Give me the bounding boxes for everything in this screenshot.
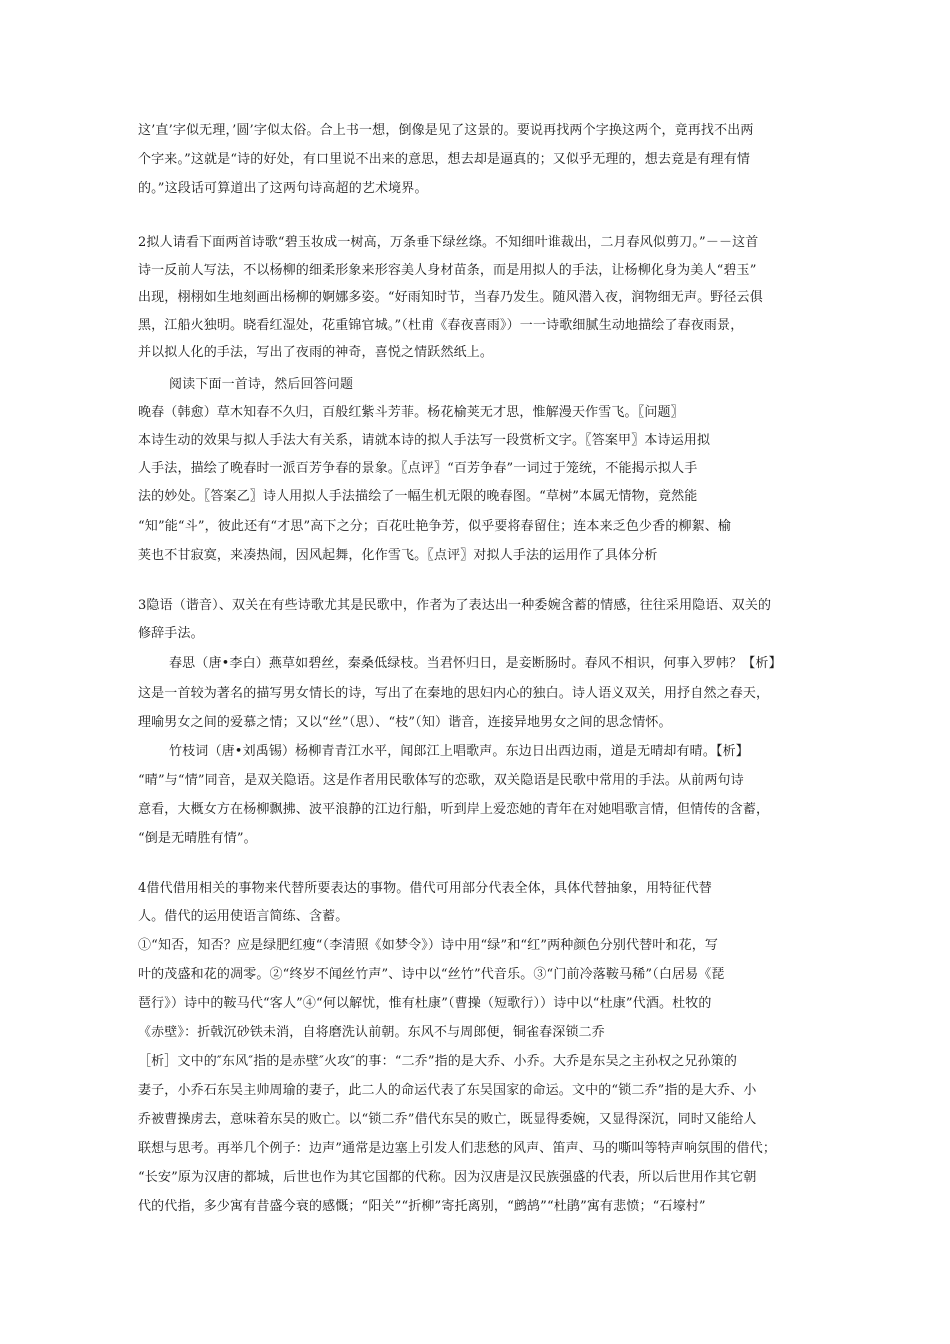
- text-line: 乔被曹操虏去，意味着东吴的败亡。以“锁二乔”借代东吴的败亡，既显得委婉，又显得深沉，同时又能给人: [138, 1112, 757, 1127]
- text-line: 的。”这段话可算道出了这两句诗高超的艺术境界。: [138, 181, 428, 196]
- text-line: 《赤壁》：折戟沉砂铁未消，自将磨洗认前朝。东风不与周郎便，铜雀春深锁二乔: [138, 1025, 605, 1040]
- text-line: 联想与思考。再举几个例子：边声”通常是边塞上引发人们悲愁的风声、笛声、马的嘶叫等特声响氛围的借代；: [138, 1141, 776, 1156]
- text-line: 竹枝词（唐•刘禹锡）杨柳青青江水平，闻郎江上唱歌声。东边日出西边雨，道是无晴却有晴。【析】: [169, 744, 749, 759]
- text-line: 琶行》）诗中的鞍马代“客人”④“何以解忧，惟有杜康”（曹操（短歌行））诗中以“杜康”代酒。杜牧的: [138, 996, 712, 1011]
- section-3-heading: 3隐语（谐音）、双关在有些诗歌尤其是民歌中，作者为了表达出一种委婉含蓄的情感，往往采用隐语、双关的: [138, 598, 772, 613]
- section-4-heading: 4借代借用相关的事物来代替所要表达的事物。借代可用部分代表全体，具体代替抽象，用特征代替: [138, 881, 712, 896]
- text-line: “知”能“斗”，彼此还有“才思”高下之分；百花吐艳争芳，似乎要将春留住；连本来乏色少香的柳絮、榆: [138, 519, 732, 534]
- section-2-heading: 2拟人请看下面两首诗歌“碧玉妆成一树高，万条垂下绿丝绦。不知细叶谁裁出，二月春风似剪刀。”－－这首: [138, 235, 759, 250]
- text-line: 晚春（韩愈）草木知春不久归，百般红紫斗芳菲。杨花榆荚无才思，惟解漫天作雪飞。〖问题〗: [138, 405, 684, 420]
- text-line: 理喻男女之间的爱慕之情；又以“丝”（思）、“枝”（知）谐音，连接异地男女之间的思念情怀。: [138, 715, 672, 730]
- text-line: 并以拟人化的手法，写出了夜雨的神奇，喜悦之情跃然纸上。: [138, 345, 494, 360]
- text-line: 人手法，描绘了晚春时一派百芳争春的景象。〖点评〗“百芳争春”一词过于笼统，不能揭示拟人手: [138, 461, 698, 476]
- text-line: 本诗生动的效果与拟人手法大有关系，请就本诗的拟人手法写一段赏析文字。〖答案甲〗本诗运用拟: [138, 433, 711, 448]
- text-line: 代的代指，多少寓有昔盛今衰的感慨；“阳关”“折柳”寄托离别，“鹧鸪”“杜鹃”寓有悲愤；“石壕村”: [138, 1199, 706, 1214]
- text-line: 修辞手法。: [138, 626, 204, 641]
- text-line: 意看，大概女方在杨柳飘拂、波平浪静的江边行船，听到岸上爱恋她的青年在对她唱歌言情，但情传的含蓄，: [138, 802, 770, 817]
- text-line: 这’直’字似无理，’圆’字似太俗。合上书一想，倒像是见了这景的。要说再找两个字换这两个，竟再找不出两: [138, 123, 754, 138]
- text-line: 诗一反前人写法，不以杨柳的细柔形象来形容美人身材苗条，而是用拟人的手法，让杨柳化身为美人“碧玉”: [138, 263, 757, 278]
- text-line: 叶的茂盛和花的凋零。②“终岁不闻丝竹声”、诗中以“丝竹”代音乐。③“门前冷落鞍马稀”（白居易《琵: [138, 967, 725, 982]
- text-line: “晴”与“情”同音，是双关隐语。这是作者用民歌体写的恋歌，双关隐语是民歌中常用的手法。从前两句诗: [138, 773, 744, 788]
- text-line: 个字来。”这就是“诗的好处，有口里说不出来的意思，想去却是逼真的；又似乎无理的，想去竟是有理有情: [138, 152, 750, 167]
- text-line: “倒是无晴胜有情”。: [138, 831, 257, 846]
- text-line: 人。借代的运用使语言简练、含蓄。: [138, 909, 349, 924]
- text-line: “长安”原为汉唐的都城，后世也作为其它国都的代称。因为汉唐是汉民族强盛的代表，所以后世用作其它朝: [138, 1170, 757, 1185]
- text-line: ［析］文中的″东风″指的是赤壁″火攻″的事：“二乔”指的是大乔、小乔。大乔是东吴之主孙权之兄孙策的: [138, 1054, 738, 1069]
- text-line: 阅读下面一首诗，然后回答问题: [169, 377, 354, 392]
- text-line: 妻子，小乔石东吴主帅周瑜的妻子，此二人的命运代表了东吴国家的命运。文中的“锁二乔”指的是大乔、小: [138, 1083, 757, 1098]
- text-line: 出现，栩栩如生地刻画出杨柳的婀娜多姿。“好雨知时节，当春乃发生。随风潜入夜，润物细无声。野径云俱: [138, 290, 763, 305]
- text-line: 这是一首较为著名的描写男女情长的诗，写出了在秦地的思妇内心的独白。诗人语义双关，用抒自然之春天，: [138, 686, 770, 701]
- text-line: ①“知否，知否？应是绿肥红瘦“（李清照《如梦令》）诗中用“绿”和“红”两种颜色分别代替叶和花，写: [138, 938, 719, 953]
- text-line: 黑，江船火独明。晓看红湿处，花重锦官城。”（杜甫《春夜喜雨》）一一诗歌细腻生动地描绘了春夜雨景，: [138, 318, 744, 333]
- text-line: 春思（唐•李白）燕草如碧丝，秦桑低绿枝。当君怀归日，是妾断肠时。春风不相识，何事入罗帏？【析】: [169, 656, 782, 671]
- text-line: 荚也不甘寂寞，来凑热闹，因风起舞，化作雪飞。〖点评〗对拟人手法的运用作了具体分析: [138, 548, 658, 563]
- text-line: 法的妙处。〖答案乙〗诗人用拟人手法描绘了一幅生机无限的晚春图。“草树”本属无情物，竟然能: [138, 489, 698, 504]
